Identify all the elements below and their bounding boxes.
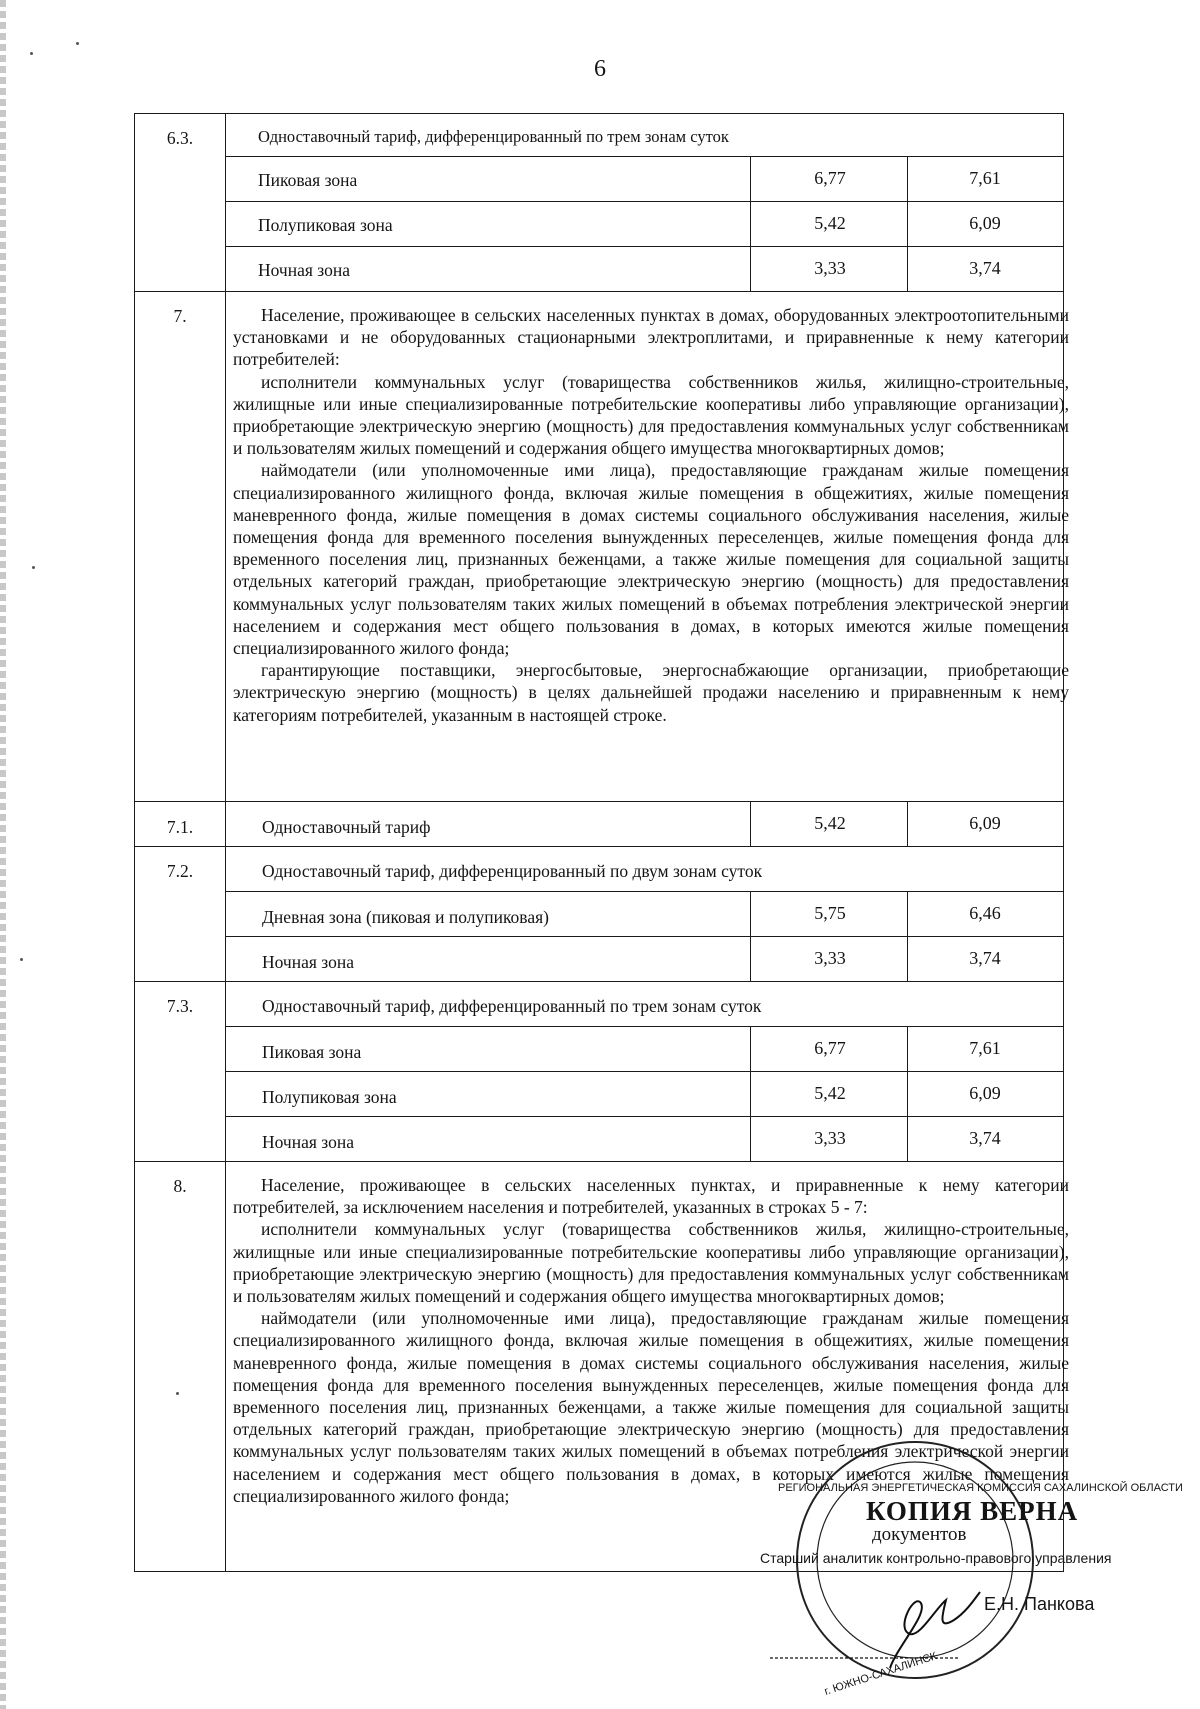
- stamp-position: Старший аналитик контрольно-правового управления: [760, 1550, 1112, 1566]
- row-number: 6.3.: [166, 128, 194, 148]
- row-number: 7.1.: [166, 817, 194, 837]
- row-number: 7.3.: [166, 996, 194, 1016]
- tariff-value: 6,77: [814, 168, 846, 188]
- row-description: [233, 304, 1069, 726]
- zone-name: Дневная зона (пиковая и полупиковая): [262, 907, 549, 927]
- tariff-value: 6,09: [969, 813, 1001, 833]
- tariff-value: 5,42: [814, 213, 846, 233]
- stamp-copy-title: КОПИЯ ВЕРНА: [866, 1496, 1079, 1526]
- row-title: Одноставочный тариф, дифференцированный по трем зонам суток: [258, 127, 729, 146]
- scan-speck: [32, 566, 35, 569]
- paragraph: Население, проживающее в сельских населенных пунктах, и приравненные к нему категории потребителей, за исключением населения и потребителей, указанных в строках 5 - 7:: [233, 1175, 1069, 1218]
- tariff-value: 7,61: [969, 168, 1001, 188]
- zone-name: Ночная зона: [258, 260, 350, 280]
- zone-name: Пиковая зона: [258, 170, 358, 190]
- stamp-docs-label: документов: [872, 1524, 967, 1545]
- zone-name: Полупиковая зона: [258, 215, 393, 235]
- scan-speck: [30, 52, 33, 55]
- tariff-value: 7,61: [969, 1038, 1001, 1058]
- stamp-signer: Е.Н. Панкова: [984, 1594, 1095, 1614]
- tariff-value: 3,74: [969, 948, 1001, 968]
- scan-speck: [176, 1392, 179, 1395]
- official-seal: [770, 1440, 1200, 1709]
- tariff-value: 3,74: [969, 1128, 1001, 1148]
- tariff-value: 3,33: [814, 1128, 846, 1148]
- seal-city-text: г. ЮЖНО-САХАЛИНСК: [823, 1650, 939, 1698]
- paragraph: Население, проживающее в сельских населенных пунктах в домах, оборудованных электроотопительными установками и не оборудованных стационарными электроплитами, и приравненные к нему категории потребителей:: [233, 305, 1069, 370]
- paragraph: исполнители коммунальных услуг (товарищества собственников жилья, жилищно-строительные, жилищные или иные специализированные потребительские кооперативы либо управляющие организации), приобретающие электрическую энергию (мощность) для предоставления коммунальных услуг собственникам и пользователям жилых помещений и содержания общего имущества многоквартирных домов;: [233, 371, 1069, 459]
- row-title: Одноставочный тариф: [262, 817, 431, 837]
- paragraph: гарантирующие поставщики, энергосбытовые, энергоснабжающие организации, приобретающие электрическую энергию (мощность) в целях дальнейшей продажи населению и приравненным к нему категориям потребителей, указанным в настоящей строке.: [233, 660, 1069, 725]
- tariff-value: 6,77: [814, 1038, 846, 1058]
- tariff-value: 5,75: [814, 903, 846, 923]
- scan-speck: [20, 958, 23, 961]
- tariff-value: 6,09: [969, 1083, 1001, 1103]
- scan-speck: [76, 42, 79, 45]
- row-title: Одноставочный тариф, дифференцированный по трем зонам суток: [262, 996, 762, 1016]
- tariff-value: 6,09: [969, 213, 1001, 233]
- row-number: 8.: [173, 1176, 187, 1196]
- paragraph: наймодатели (или уполномоченные ими лица), предоставляющие гражданам жилые помещения специализированного жилищного фонда, включая жилые помещения в общежитиях, жилые помещения маневренного фонда, жилые помещения в домах системы социального обслуживания населения, жилые помещения фонда для временного поселения вынужденных переселенцев, жилые помещения фонда для временного поселения лиц, признанных беженцами, а также жилые помещения для социальной защиты отдельных категорий граждан, приобретающие электрическую энергию (мощность) для предоставления коммунальных услуг пользователям таких жилых помещений в объемах потребления электрической энергии населением и содержания мест общего пользования в домах, в которых имеются жилые помещения специализированного жилого фонда;: [233, 460, 1069, 659]
- zone-name: Ночная зона: [262, 952, 354, 972]
- tariff-value: 3,33: [814, 258, 846, 278]
- paragraph: наймодатели (или уполномоченные ими лица), предоставляющие гражданам жилые помещения специализированного жилищного фонда, включая жилые помещения в общежитиях, жилые помещения маневренного фонда, жилые помещения в домах системы социального обслуживания населения, жилые помещения фонда для временного поселения вынужденных переселенцев, жилые помещения фонда для временного поселения лиц, признанных беженцами, а также жилые помещения для социальной защиты отдельных категорий граждан, приобретающие электрическую энергию (мощность) для предоставления коммунальных услуг пользователям таких жилых помещений в объемах потребления электрической энергии населением и содержания мест общего пользования в домах, в которых имеются жилые помещения специализированного жилого фонда;: [233, 1308, 1069, 1506]
- row-number: 7.2.: [166, 861, 194, 881]
- zone-name: Полупиковая зона: [262, 1087, 397, 1107]
- zone-name: Ночная зона: [262, 1132, 354, 1152]
- page-number: 6: [594, 56, 606, 82]
- tariff-value: 3,74: [969, 258, 1001, 278]
- zone-name: Пиковая зона: [262, 1042, 362, 1062]
- row-number: 7.: [173, 306, 187, 326]
- stamp-org-line: РЕГИОНАЛЬНАЯ ЭНЕРГЕТИЧЕСКАЯ КОМИССИЯ САХАЛИНСКОЙ ОБЛАСТИ: [778, 1482, 1183, 1494]
- scan-edge: [0, 0, 6, 1709]
- tariff-value: 5,42: [814, 813, 846, 833]
- tariff-value: 3,33: [814, 948, 846, 968]
- row-title: Одноставочный тариф, дифференцированный по двум зонам суток: [262, 861, 763, 881]
- certification-stamp: [760, 1440, 1200, 1709]
- tariff-value: 6,46: [969, 903, 1001, 923]
- paragraph: исполнители коммунальных услуг (товарищества собственников жилья, жилищно-строительные, жилищные или иные специализированные потребительские кооперативы либо управляющие организации), приобретающие электрическую энергию (мощность) для предоставления коммунальных услуг собственникам и пользователям жилых помещений и содержания общего имущества многоквартирных домов;: [233, 1219, 1069, 1307]
- tariff-value: 5,42: [814, 1083, 846, 1103]
